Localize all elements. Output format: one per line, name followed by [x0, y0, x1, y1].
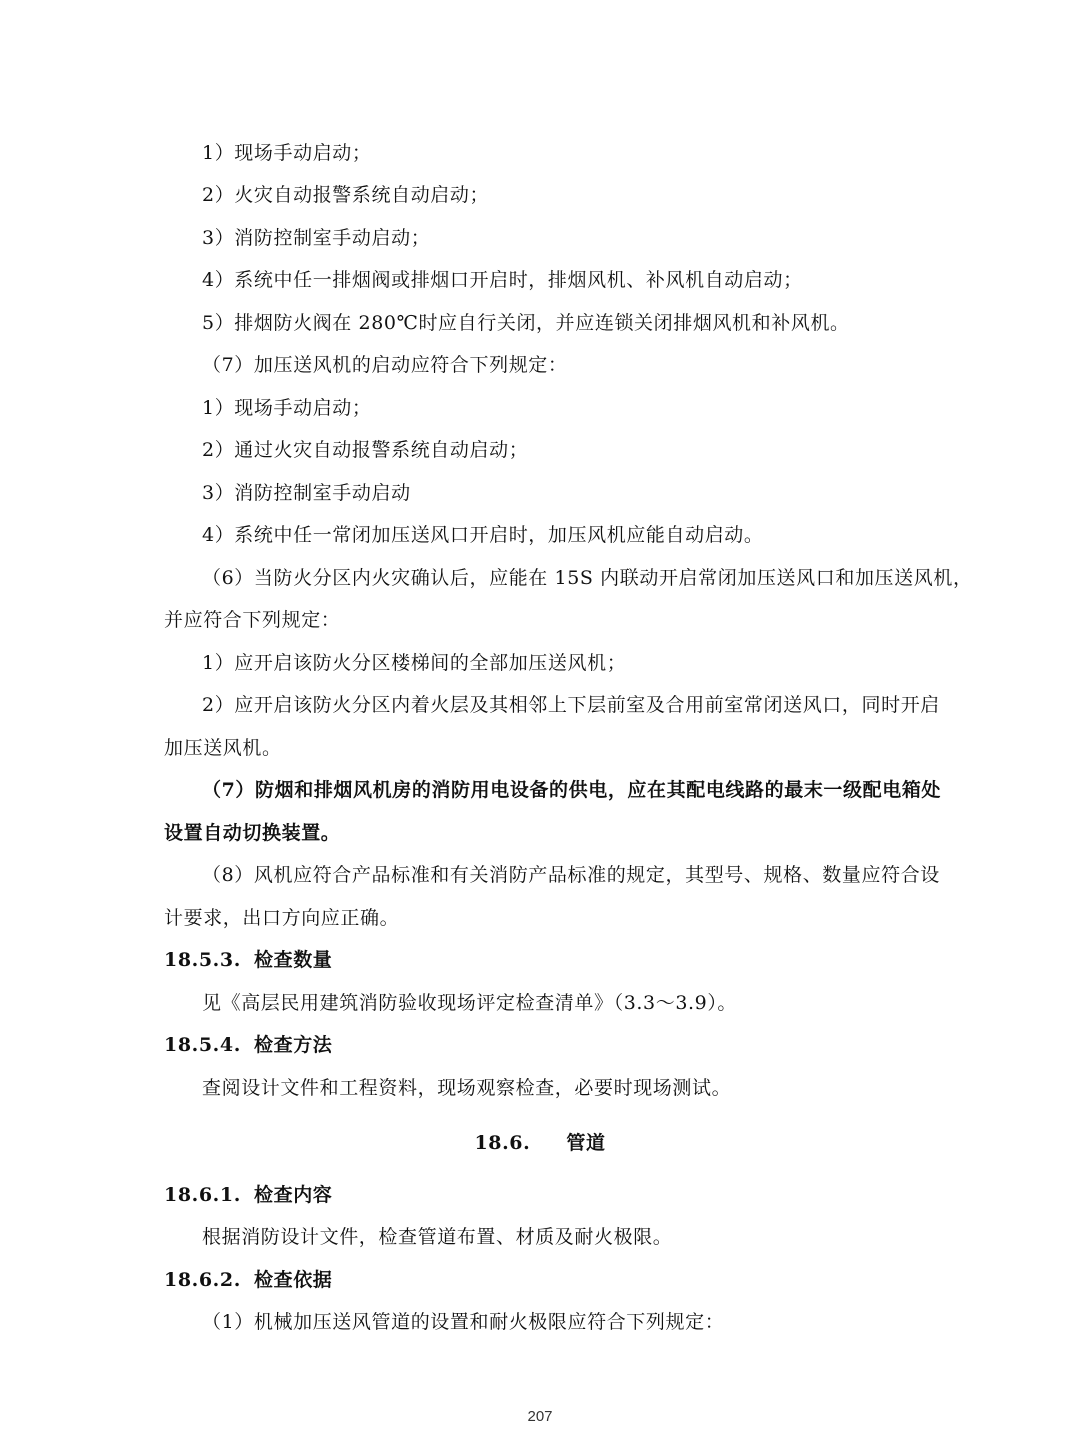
- page-number: 207: [527, 1408, 553, 1425]
- list-item: 2）火灾自动报警系统自动启动；: [202, 184, 490, 206]
- section-title: 管道: [566, 1132, 606, 1154]
- list-item: 2）应开启该防火分区内着火层及其相邻上下层前室及合用前室常闭送风口，同时开启: [202, 694, 940, 716]
- section-title: 检查依据: [254, 1269, 333, 1291]
- paragraph-continuation: 并应符合下列规定：: [164, 609, 341, 631]
- section-title: 检查方法: [254, 1034, 333, 1056]
- bold-paragraph-continuation: 设置自动切换装置。: [164, 822, 341, 844]
- section-number: 18.6.1.: [164, 1184, 241, 1206]
- section-number: 18.6.: [474, 1132, 531, 1154]
- paragraph-continuation: 加压送风机。: [164, 737, 282, 759]
- list-item: 1）现场手动启动；: [202, 142, 372, 164]
- list-item: 2）通过火灾自动报警系统自动启动；: [202, 439, 529, 461]
- section-heading-18-6-1: [164, 1183, 332, 1207]
- paragraph-continuation: 计要求，出口方向应正确。: [164, 907, 400, 929]
- list-item: 1）应开启该防火分区楼梯间的全部加压送风机；: [202, 652, 627, 674]
- list-item: 5）排烟防火阀在 280℃时应自行关闭，并应连锁关闭排烟风机和补风机。: [202, 312, 850, 334]
- paragraph: 根据消防设计文件，检查管道布置、材质及耐火极限。: [202, 1226, 673, 1248]
- paragraph: 见《高层民用建筑消防验收现场评定检查清单》（3.3～3.9）。: [202, 992, 738, 1014]
- section-title: 检查内容: [254, 1184, 333, 1206]
- paragraph: （6）当防火分区内火灾确认后，应能在 15S 内联动开启常闭加压送风口和加压送风机，: [202, 567, 973, 589]
- section-heading-18-6: [0, 1128, 1080, 1155]
- list-item: 4）系统中任一排烟阀或排烟口开启时，排烟风机、补风机自动启动；: [202, 269, 803, 291]
- list-item: 1）现场手动启动；: [202, 397, 372, 419]
- section-number: 18.5.3.: [164, 949, 241, 971]
- section-number: 18.6.2.: [164, 1269, 241, 1291]
- section-title: 检查数量: [254, 949, 333, 971]
- list-item: 4）系统中任一常闭加压送风口开启时，加压风机应能自动启动。: [202, 524, 764, 546]
- list-item: 3）消防控制室手动启动；: [202, 227, 431, 249]
- section-heading-18-5-4: [164, 1033, 332, 1057]
- section-heading-18-5-3: [164, 948, 332, 972]
- section-heading-18-6-2: [164, 1268, 332, 1292]
- paragraph: （7）加压送风机的启动应符合下列规定：: [202, 354, 568, 376]
- bold-paragraph: （7）防烟和排烟风机房的消防用电设备的供电，应在其配电线路的最末一级配电箱处: [202, 779, 942, 801]
- paragraph: （8）风机应符合产品标准和有关消防产品标准的规定，其型号、规格、数量应符合设: [202, 864, 940, 886]
- section-number: 18.5.4.: [164, 1034, 241, 1056]
- paragraph: （1）机械加压送风管道的设置和耐火极限应符合下列规定：: [202, 1311, 725, 1333]
- list-item: 3）消防控制室手动启动: [202, 482, 411, 504]
- paragraph: 查阅设计文件和工程资料，现场观察检查，必要时现场测试。: [202, 1077, 732, 1099]
